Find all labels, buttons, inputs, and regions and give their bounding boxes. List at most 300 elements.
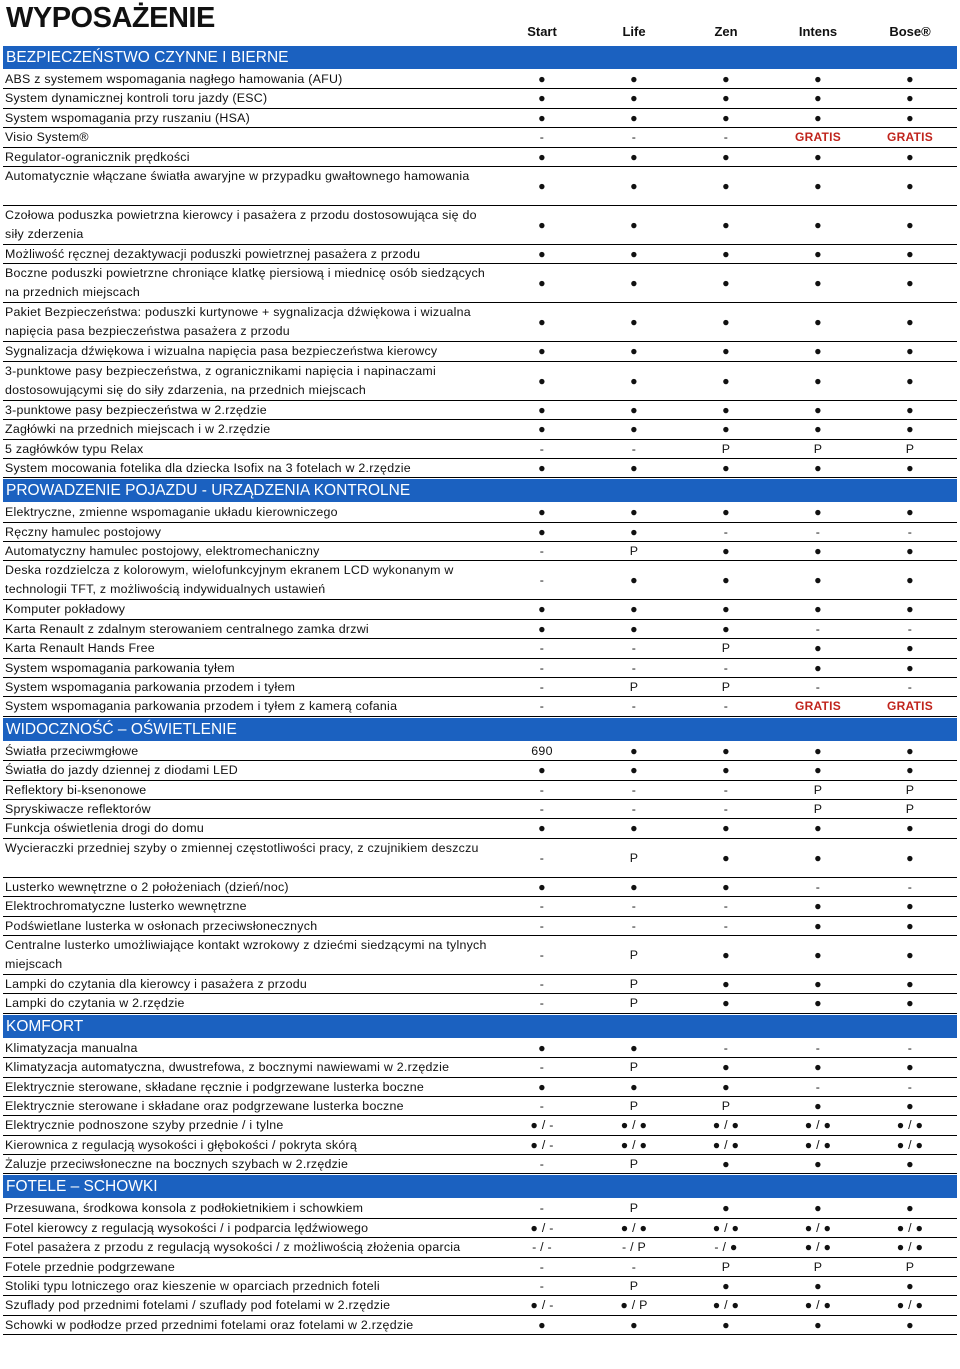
row-label: Ręczny hamulec postojowy <box>5 524 162 539</box>
cell-start: - <box>539 641 545 656</box>
cell-bose: ● <box>906 743 914 758</box>
cell-life: P <box>629 1201 639 1216</box>
cell-start: ● <box>538 72 546 86</box>
cell-start: ● <box>538 91 546 106</box>
row-label: Fotele przednie podgrzewane <box>5 1259 176 1274</box>
cell-intens: ● <box>814 1098 822 1113</box>
row-label: Automatycznie włączane światła awaryjne w przypadku gwałtownego hamowania <box>5 168 470 183</box>
cell-start: ● / - <box>530 1220 554 1235</box>
row-label: Karta Renault Hands Free <box>5 641 155 656</box>
cell-zen: ● <box>722 1157 730 1172</box>
cell-bose: - <box>907 1040 913 1055</box>
table-row <box>3 1039 957 1058</box>
section-header: BEZPIECZEŃSTWO CZYNNE I BIERNE <box>3 46 957 69</box>
cell-start: ● <box>538 217 546 232</box>
cell-life: ● <box>630 1079 638 1094</box>
cell-intens: ● <box>814 947 822 962</box>
cell-zen: - <box>723 801 729 816</box>
cell-intens: ● <box>814 763 822 778</box>
table-row <box>3 109 957 128</box>
cell-bose: P <box>905 441 915 456</box>
cell-bose: ● / ● <box>896 1298 924 1313</box>
cell-intens: ● <box>814 821 822 836</box>
cell-bose: ● <box>906 763 914 778</box>
cell-start: ● <box>538 402 546 417</box>
row-label: Lusterko wewnętrzne o 2 położeniach (dzień/noc) <box>5 879 289 894</box>
cell-life: P <box>629 1157 639 1172</box>
cell-zen: - <box>723 1040 729 1055</box>
cell-bose: ● <box>906 544 914 559</box>
cell-bose: GRATIS <box>887 130 933 145</box>
cell-bose: ● <box>906 1098 914 1113</box>
cell-start: - <box>539 782 545 797</box>
cell-life: ● <box>630 72 638 86</box>
table-row <box>3 620 957 639</box>
cell-intens: P <box>813 441 823 456</box>
table-row <box>3 167 957 206</box>
table-row <box>3 697 957 716</box>
cell-start: - <box>539 1201 545 1216</box>
row-label: Spryskiwacze reflektorów <box>5 801 151 816</box>
cell-intens: ● <box>814 1201 822 1216</box>
table-row <box>3 678 957 697</box>
cell-start: ● <box>538 178 546 193</box>
row-label: Deska rozdzielcza z kolorowym, wielofunkcyjnym ekranem LCD wykonanym w technologii TFT, z możliwością indywidualnych ustawień <box>5 563 454 597</box>
table-row <box>3 1238 957 1257</box>
cell-life: ● <box>630 110 638 125</box>
cell-zen: P <box>721 641 731 656</box>
table-row <box>3 994 957 1013</box>
cell-start: - <box>539 1157 545 1172</box>
cell-intens: ● <box>814 402 822 417</box>
cell-life: ● <box>630 246 638 261</box>
cell-intens: ● <box>814 246 822 261</box>
cell-intens: ● <box>814 505 822 520</box>
cell-zen: ● <box>722 1279 730 1294</box>
cell-zen: ● <box>722 743 730 758</box>
cell-life: P <box>629 976 639 991</box>
row-label: Fotel kierowcy z regulacją wysokości / i podparcia lędźwiowego <box>5 1220 369 1235</box>
table-row <box>3 342 957 361</box>
cell-bose: ● <box>906 344 914 359</box>
column-headers <box>0 24 960 44</box>
cell-start: - <box>539 1060 545 1075</box>
table-row <box>3 639 957 658</box>
cell-bose: ● <box>906 72 914 86</box>
section-header: PROWADZENIE POJAZDU - URZĄDZENIA KONTROLNE <box>3 479 957 502</box>
cell-start: - <box>539 660 545 675</box>
table-row <box>3 659 957 678</box>
table-row <box>3 206 957 245</box>
row-label: Karta Renault z zdalnym sterowaniem centralnego zamka drzwi <box>5 621 369 636</box>
cell-bose: ● <box>906 402 914 417</box>
cell-life: ● <box>630 276 638 291</box>
row-label: System wspomagania parkowania przodem i tyłem <box>5 680 296 695</box>
cell-start: ● <box>538 344 546 359</box>
cell-bose: ● / ● <box>896 1240 924 1255</box>
table-row <box>3 1199 957 1218</box>
cell-intens: ● <box>814 344 822 359</box>
cell-start: ● <box>538 149 546 164</box>
cell-start: - <box>539 573 545 588</box>
cell-life: - <box>631 918 637 933</box>
cell-start: - <box>539 899 545 914</box>
cell-bose: ● <box>906 1317 914 1332</box>
cell-life: - <box>631 801 637 816</box>
cell-zen: ● <box>722 879 730 894</box>
cell-intens: ● <box>814 641 822 656</box>
cell-intens: ● / ● <box>804 1220 832 1235</box>
cell-intens: ● / ● <box>804 1298 832 1313</box>
row-label: Elektrycznie sterowane i składane oraz podgrzewane lusterka boczne <box>5 1098 404 1113</box>
cell-zen: P <box>721 441 731 456</box>
table-row <box>3 878 957 897</box>
cell-life: P <box>629 1279 639 1294</box>
cell-bose: P <box>905 1259 915 1274</box>
cell-intens: ● / ● <box>804 1137 832 1152</box>
cell-zen: ● <box>722 373 730 388</box>
cell-start: - <box>539 850 545 865</box>
cell-start: ● <box>538 110 546 125</box>
table-row <box>3 1258 957 1277</box>
cell-bose: ● / ● <box>896 1220 924 1235</box>
cell-life: P <box>629 947 639 962</box>
cell-life: ● <box>630 573 638 588</box>
table-row <box>3 148 957 167</box>
cell-life: ● <box>630 217 638 232</box>
cell-bose: ● <box>906 976 914 991</box>
table-row <box>3 245 957 264</box>
table-row <box>3 401 957 420</box>
cell-bose: P <box>905 782 915 797</box>
section-header: KOMFORT <box>3 1015 957 1038</box>
table-row <box>3 89 957 108</box>
cell-bose: ● <box>906 850 914 865</box>
cell-life: ● <box>630 1040 638 1055</box>
table-row <box>3 761 957 780</box>
cell-start: - <box>539 680 545 695</box>
cell-zen: ● <box>722 1079 730 1094</box>
cell-start: ● <box>538 763 546 778</box>
cell-life: ● <box>630 373 638 388</box>
cell-start: ● <box>538 821 546 836</box>
row-label: Stoliki typu lotniczego oraz kieszenie w oparciach przednich foteli <box>5 1279 380 1294</box>
table-row <box>3 542 957 561</box>
cell-bose: ● <box>906 422 914 437</box>
row-label: Boczne poduszki powietrzne chroniące klatkę piersiową i miednicę osób siedzących na przednich miejscach <box>5 266 486 300</box>
cell-intens: - <box>815 879 821 894</box>
table-row <box>3 1296 957 1315</box>
row-label: Centralne lusterko umożliwiające kontakt wzrokowy z dziećmi siedzącymi na tylnych miejscach <box>5 937 487 971</box>
cell-bose: ● / ● <box>896 1118 924 1133</box>
table-row <box>3 1316 957 1335</box>
cell-zen: ● <box>722 505 730 520</box>
cell-zen: ● <box>722 544 730 559</box>
row-label: Zagłówki na przednich miejscach i w 2.rzędzie <box>5 422 271 437</box>
cell-zen: ● <box>722 1317 730 1332</box>
cell-life: ● <box>630 602 638 617</box>
cell-intens: ● <box>814 918 822 933</box>
cell-life: ● <box>630 178 638 193</box>
cell-start: - <box>539 441 545 456</box>
cell-intens: GRATIS <box>795 699 841 714</box>
cell-intens: ● <box>814 315 822 330</box>
cell-zen: ● <box>722 947 730 962</box>
cell-zen: ● <box>722 621 730 636</box>
cell-start: ● <box>538 315 546 330</box>
table-row <box>3 839 957 878</box>
cell-zen: - <box>723 782 729 797</box>
cell-intens: ● <box>814 996 822 1011</box>
cell-zen: - <box>723 524 729 539</box>
cell-bose: ● <box>906 660 914 675</box>
row-label: Wycieraczki przedniej szyby o zmiennej częstotliwości pracy, z czujnikiem deszczu <box>5 840 479 855</box>
cell-start: ● <box>538 1040 546 1055</box>
cell-zen: ● <box>722 246 730 261</box>
cell-zen: - / ● <box>714 1240 738 1255</box>
cell-bose: ● <box>906 821 914 836</box>
cell-intens: ● <box>814 149 822 164</box>
cell-bose: ● <box>906 899 914 914</box>
row-label: Visio System® <box>5 130 89 145</box>
table-row <box>3 1277 957 1296</box>
cell-bose: ● <box>906 1157 914 1172</box>
table-row <box>3 561 957 600</box>
cell-zen: ● <box>722 422 730 437</box>
row-label: Klimatyzacja automatyczna, dwustrefowa, z bocznymi nawiewami w 2.rzędzie <box>5 1060 450 1075</box>
cell-life: ● <box>630 315 638 330</box>
cell-life: ● <box>630 505 638 520</box>
header <box>0 0 960 46</box>
cell-intens: ● <box>814 276 822 291</box>
cell-life: - / P <box>622 1240 646 1255</box>
cell-intens: ● <box>814 1279 822 1294</box>
page-title: WYPOSAŻENIE <box>6 2 215 34</box>
cell-life: ● <box>630 460 638 475</box>
row-label: 3-punktowe pasy bezpieczeństwa w 2.rzędzie <box>5 402 267 417</box>
cell-zen: - <box>723 918 729 933</box>
table-row <box>3 936 957 975</box>
cell-bose: ● <box>906 276 914 291</box>
row-label: Elektrycznie sterowane, składane ręcznie i podgrzewane lusterka boczne <box>5 1079 425 1094</box>
cell-intens: - <box>815 1079 821 1094</box>
row-label: Fotel pasażera z przodu z regulacją wysokości / z możliwością złożenia oparcia <box>5 1240 461 1255</box>
row-label: Sygnalizacja dźwiękowa i wizualna napięcia pasa bezpieczeństwa kierowcy <box>5 344 438 359</box>
cell-life: ● <box>630 621 638 636</box>
cell-zen: ● <box>722 276 730 291</box>
cell-life: - <box>631 130 637 145</box>
cell-start: - <box>539 544 545 559</box>
cell-zen: ● <box>722 821 730 836</box>
row-label: Pakiet Bezpieczeństwa: poduszki kurtynowe + sygnalizacja dźwiękowa i wizualna napięcia pasa bezpieczeństwa pasażera z przodu <box>5 305 471 339</box>
cell-zen: ● <box>722 763 730 778</box>
cell-start: ● / - <box>530 1298 554 1313</box>
cell-intens: ● / ● <box>804 1118 832 1133</box>
cell-bose: ● <box>906 373 914 388</box>
cell-start: ● <box>538 246 546 261</box>
row-label: System wspomagania przy ruszaniu (HSA) <box>5 110 251 125</box>
cell-life: ● <box>630 821 638 836</box>
cell-life: P <box>629 680 639 695</box>
cell-start: ● <box>538 1079 546 1094</box>
cell-zen: ● / ● <box>712 1298 740 1313</box>
table-row <box>3 303 957 342</box>
cell-zen: - <box>723 899 729 914</box>
cell-intens: - <box>815 1040 821 1055</box>
cell-start: ● / - <box>530 1137 554 1152</box>
row-label: Szuflady pod przednimi fotelami / szuflady pod fotelami w 2.rzędzie <box>5 1298 391 1313</box>
cell-zen: ● <box>722 1060 730 1075</box>
table-row <box>3 459 957 478</box>
cell-intens: ● / ● <box>804 1240 832 1255</box>
cell-zen: ● <box>722 976 730 991</box>
cell-zen: ● <box>722 72 730 86</box>
row-label: Automatyczny hamulec postojowy, elektromechaniczny <box>5 544 320 559</box>
table-row <box>3 503 957 522</box>
row-label: 3-punktowe pasy bezpieczeństwa, z ogranicznikami napięcia i napinaczami dostosowującymi się do siły zdarzenia, na przednich miejscach <box>5 363 436 397</box>
cell-bose: ● <box>906 315 914 330</box>
cell-bose: P <box>905 801 915 816</box>
cell-bose: ● <box>906 918 914 933</box>
cell-start: - <box>539 1259 545 1274</box>
cell-life: ● <box>630 763 638 778</box>
cell-start: ● <box>538 879 546 894</box>
cell-intens: ● <box>814 422 822 437</box>
cell-intens: ● <box>814 110 822 125</box>
table-row <box>3 70 957 89</box>
row-label: Reflektory bi-ksenonowe <box>5 782 147 797</box>
row-label: Światła przeciwmgłowe <box>5 743 139 758</box>
cell-zen: ● / ● <box>712 1137 740 1152</box>
cell-bose: - <box>907 524 913 539</box>
cell-zen: ● <box>722 850 730 865</box>
table-row <box>3 264 957 303</box>
cell-bose: ● <box>906 1060 914 1075</box>
cell-bose: - <box>907 680 913 695</box>
cell-life: ● <box>630 422 638 437</box>
cell-zen: - <box>723 130 729 145</box>
table-row <box>3 523 957 542</box>
cell-bose: ● <box>906 149 914 164</box>
cell-intens: ● <box>814 850 822 865</box>
cell-bose: ● <box>906 573 914 588</box>
table-row <box>3 128 957 147</box>
cell-intens: ● <box>814 178 822 193</box>
cell-zen: ● <box>722 996 730 1011</box>
cell-bose: ● <box>906 1201 914 1216</box>
cell-life: - <box>631 660 637 675</box>
row-label: Lampki do czytania dla kierowcy i pasażera z przodu <box>5 976 308 991</box>
cell-start: ● <box>538 602 546 617</box>
cell-life: P <box>629 544 639 559</box>
cell-intens: - <box>815 621 821 636</box>
row-label: Elektrochromatyczne lusterko wewnętrzne <box>5 899 247 914</box>
cell-intens: P <box>813 782 823 797</box>
table-row <box>3 1116 957 1135</box>
cell-zen: ● <box>722 402 730 417</box>
cell-life: P <box>629 1060 639 1075</box>
cell-start: - <box>539 130 545 145</box>
cell-bose: ● <box>906 602 914 617</box>
table-row <box>3 1097 957 1116</box>
cell-start: - <box>539 1279 545 1294</box>
table-row <box>3 917 957 936</box>
row-label: Komputer pokładowy <box>5 602 126 617</box>
cell-intens: ● <box>814 660 822 675</box>
cell-start: ● <box>538 524 546 539</box>
row-label: System wspomagania parkowania tyłem <box>5 660 235 675</box>
cell-intens: ● <box>814 460 822 475</box>
cell-zen: ● <box>722 178 730 193</box>
cell-life: - <box>631 782 637 797</box>
row-label: Elektryczne, zmienne wspomaganie układu kierowniczego <box>5 505 338 520</box>
column-header-3: Intens <box>798 24 838 39</box>
cell-zen: ● / ● <box>712 1220 740 1235</box>
cell-start: - <box>539 918 545 933</box>
cell-start: ● <box>538 505 546 520</box>
row-label: Schowki w podłodze przed przednimi fotelami oraz fotelami w 2.rzędzie <box>5 1317 414 1332</box>
cell-zen: ● <box>722 149 730 164</box>
table-row <box>3 1136 957 1155</box>
cell-intens: ● <box>814 743 822 758</box>
row-label: Regulator-ogranicznik prędkości <box>5 149 190 164</box>
cell-life: ● <box>630 149 638 164</box>
cell-bose: ● <box>906 996 914 1011</box>
row-label: Funkcja oświetlenia drogi do domu <box>5 821 205 836</box>
row-label: Podświetlane lusterka w osłonach przeciwsłonecznych <box>5 918 318 933</box>
column-header-4: Bose® <box>889 24 931 39</box>
cell-life: P <box>629 850 639 865</box>
cell-start: ● <box>538 373 546 388</box>
cell-life: ● <box>630 743 638 758</box>
cell-start: ● <box>538 276 546 291</box>
equipment-table <box>0 45 960 1335</box>
cell-bose: ● / ● <box>896 1137 924 1152</box>
column-header-0: Start <box>527 24 557 39</box>
cell-life: ● <box>630 1317 638 1332</box>
cell-start: ● <box>538 621 546 636</box>
cell-bose: ● <box>906 178 914 193</box>
cell-zen: P <box>721 1098 731 1113</box>
cell-zen: ● <box>722 1201 730 1216</box>
cell-start: - <box>539 1098 545 1113</box>
cell-life: ● / ● <box>620 1118 648 1133</box>
cell-intens: ● <box>814 899 822 914</box>
cell-life: ● <box>630 91 638 106</box>
row-label: Klimatyzacja manualna <box>5 1040 138 1055</box>
cell-bose: ● <box>906 460 914 475</box>
cell-bose: ● <box>906 217 914 232</box>
cell-zen: ● <box>722 315 730 330</box>
cell-intens: ● <box>814 1157 822 1172</box>
cell-zen: - <box>723 699 729 714</box>
table-row <box>3 1219 957 1238</box>
cell-intens: GRATIS <box>795 130 841 145</box>
row-label: System wspomagania parkowania przodem i tyłem z kamerą cofania <box>5 699 398 714</box>
cell-zen: P <box>721 1259 731 1274</box>
table-row <box>3 781 957 800</box>
cell-zen: - <box>723 660 729 675</box>
table-row <box>3 975 957 994</box>
cell-intens: P <box>813 801 823 816</box>
cell-life: ● / ● <box>620 1137 648 1152</box>
cell-intens: ● <box>814 91 822 106</box>
cell-bose: - <box>907 1079 913 1094</box>
cell-life: - <box>631 699 637 714</box>
cell-start: 690 <box>531 743 553 758</box>
table-row <box>3 600 957 619</box>
table-row <box>3 819 957 838</box>
